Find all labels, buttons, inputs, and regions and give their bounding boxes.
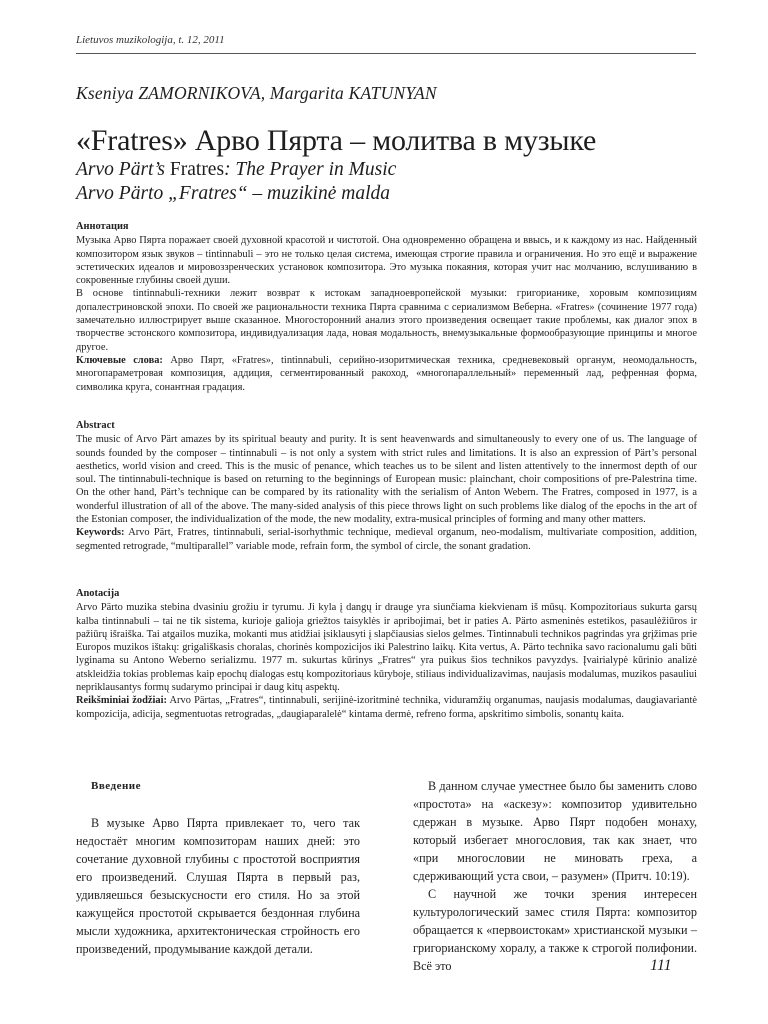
title-en-suffix: : The Prayer in Music bbox=[224, 159, 397, 180]
abstract-en-keywords bbox=[76, 526, 697, 553]
title-en-prefix: Arvo Pärt’s bbox=[76, 159, 170, 180]
abstract-en-heading: Abstract bbox=[76, 420, 115, 431]
title-en-work: Fratres bbox=[169, 159, 225, 180]
keywords-text: Arvo Pärt, Fratres, tintinnabuli, serial-isorhythmic technique, medieval organum, neo-modalism, multivariate composition, addition, segmented retrograde, “multiparallel” variable mode, refrain form, the symbol of circle, the sonant gradation. bbox=[76, 527, 697, 552]
keywords-label: Keywords: bbox=[76, 527, 125, 539]
page-number: 111 bbox=[650, 957, 672, 974]
article-authors: Kseniya ZAMORNIKOVA, Margarita KATUNYAN bbox=[76, 83, 437, 103]
annotation-ru-section bbox=[76, 220, 697, 394]
anotacija-lt-section bbox=[76, 587, 697, 721]
anotacija-lt-keywords bbox=[76, 694, 697, 721]
abstract-en-paragraph: The music of Arvo Pärt amazes by its spiritual beauty and purity. It is sent heavenwards and simultaneously to every one of us. The language of sounds founded by the composer – tintinnabuli – is not only a system with strict rules and limitations. It is also an expression of Pärt’s personal aesthetics, world vision and creed. This is the music of penance, which teaches us to be silent and listen attentively to the innermost depth of our soul. The tintinnabuli-technique is based on returning to the beginnings of European music: plainchant, choir compositions of pre-Palestrina time. On the other hand, Pärt’s technique can be compared by its rationality with the serialism of Anton Webern. The Fratres, composed in 1977, is a wonderful illustration of all of the above. The many-sided analysis of this piece throws light on such problems like dialog of the epochs in the art of the Estonian composer, the individualization of the mode, the new modality, extra-musical principles of forming and many other matters. bbox=[76, 434, 697, 526]
keywords-label: Reikšminiai žodžiai: bbox=[76, 695, 167, 707]
abstract-en-section bbox=[76, 419, 697, 553]
body-column-right bbox=[413, 777, 697, 976]
annotation-ru-paragraph: В основе tintinnabuli-техники лежит возврат к истокам западноевропейской музыки: григорианике, хоровым композициям допалестриновской эпохи. По своей же рациональности техника Пярта сравнима с сериализмом Веберна. «Fratres» (сочинение 1977 года) замечательно иллюстрирует выше сказанное. Многосторонний анализ этого произведения освещает такие проблемы, как диалог эпох в творчестве эстонского композитора, индивидуализация лада, новая модальность, внемузыкальные формообразующие принципы и многое другое. bbox=[76, 288, 697, 353]
annotation-ru-paragraph: Музыка Арво Пярта поражает своей духовной красотой и чистотой. Она одновременно обращена и ввысь, и к каждому из нас. Найденный композитором язык звуков – tintinnabuli – это не только целая система, имеющая строгие правила и ограничения. Но это ещё и выражение эстетических идеалов и мировоззренческих установок композитора. Это музыка покаяния, которая учит нас молчанию, вслушиванию в сокровенные глубины своей души. bbox=[76, 235, 697, 287]
annotation-ru-keywords bbox=[76, 354, 697, 394]
body-paragraph: В музыке Арво Пярта привлекает то, чего так недостаёт многим композиторам наших дней: это сочетание духовной глубины с простотой восприятия его произведений. Слушая Пярта в первый раз, удивляешься безыскусности его стиля. Но за этой кажущейся простотой скрывается бездонная глубина мысли художника, архитектоническая стройность его произведений, продумывание каждой детали. bbox=[76, 816, 360, 957]
section-heading-introduction: Введение bbox=[91, 780, 142, 792]
body-paragraph: В данном случае уместнее было бы заменить слово «простота» на «аскезу»: композитор удивительно сдержан в музыке. Арво Пярт подобен монаху, который избегает многословия, так как знает, что «при многословии не миновать греха, а сдерживающий уста свои, – разумен» (Притч. 10:19). bbox=[413, 779, 697, 884]
body-column-left bbox=[76, 777, 360, 958]
header-rule bbox=[76, 53, 696, 54]
body-paragraph: С научной же точки зрения интересен культурологический замес стиля Пярта: композитор обращается к «первоистокам» христианской музыки – григорианскому хоралу, а также к строгой полифонии. Всё это bbox=[413, 887, 697, 974]
keywords-label: Ключевые слова: bbox=[76, 354, 163, 366]
article-title-ru: «Fratres» Арво Пярта – молитва в музыке bbox=[76, 124, 597, 157]
keywords-text: Арво Пярт, «Fratres», tintinnabuli, серийно-изоритмическая техника, средневековый органум, неомодальность, многопараметровая композиция, аддиция, сегментированный ракоход, «многопараллельный» переменный лад, рефренная форма, символика круга, сонантная градация. bbox=[76, 354, 697, 393]
running-header: Lietuvos muzikologija, t. 12, 2011 bbox=[76, 34, 225, 46]
annotation-ru-heading: Аннотация bbox=[76, 221, 129, 232]
article-title-lt: Arvo Pärto „Fratres“ – muzikinė malda bbox=[76, 183, 390, 204]
anotacija-lt-paragraph: Arvo Pärto muzika stebina dvasiniu grožiu ir tyrumu. Ji kyla į dangų ir drauge yra siunčiama kiekvienam iš mūsų. Kompozitoriaus sukurta garsų kalba tintinnabuli – tai ne tik sistema, kurioje galioja griežtos taisyklės ir apribojimai, bet ir paties A. Pärto asmeninės estetikos, pasaulėžiūros ir pažiūrų išraiška. Tai atgailos muzika, mokanti mus atidžiai įsiklausyti į slapčiausias sielos gelmes. Tintinnabuli technikos pagrindas yra grįžimas prie Europos muzikos ištakų: grigališkasis choralas, chorinės kompozicijos iki Palestrino laikų. Kita vertus, A. Pärto technika savo racionalumu gali būti lyginama su Antono Weberno serializmu. 1977 m. sukurtas kūrinys „Fratres“ yra puikus šios technikos pavyzdys. Įvairialypė kūrinio analizė atskleidžia tokias problemas kaip epochų dialogas estų kompozitoriaus kūryboje, stiliaus individualizavimas, naujasis modalumas, muzikos pasauliui nepriklausantys formų sudarymo principai ir daug kitų aspektų. bbox=[76, 602, 697, 694]
keywords-text: Arvo Pärtas, „Fratres“, tintinnabuli, serijinė-izoritminė technika, viduramžių organumas, naujasis modalumas, daugiavariantė kompozicija, adicija, segmentuotas retrogradas, „daugiaparalelė“ kintama dermė, refreno forma, apskritimo simbolis, sonantų kaita. bbox=[76, 695, 697, 720]
article-title-en bbox=[76, 159, 396, 181]
anotacija-lt-heading: Anotacija bbox=[76, 588, 120, 599]
